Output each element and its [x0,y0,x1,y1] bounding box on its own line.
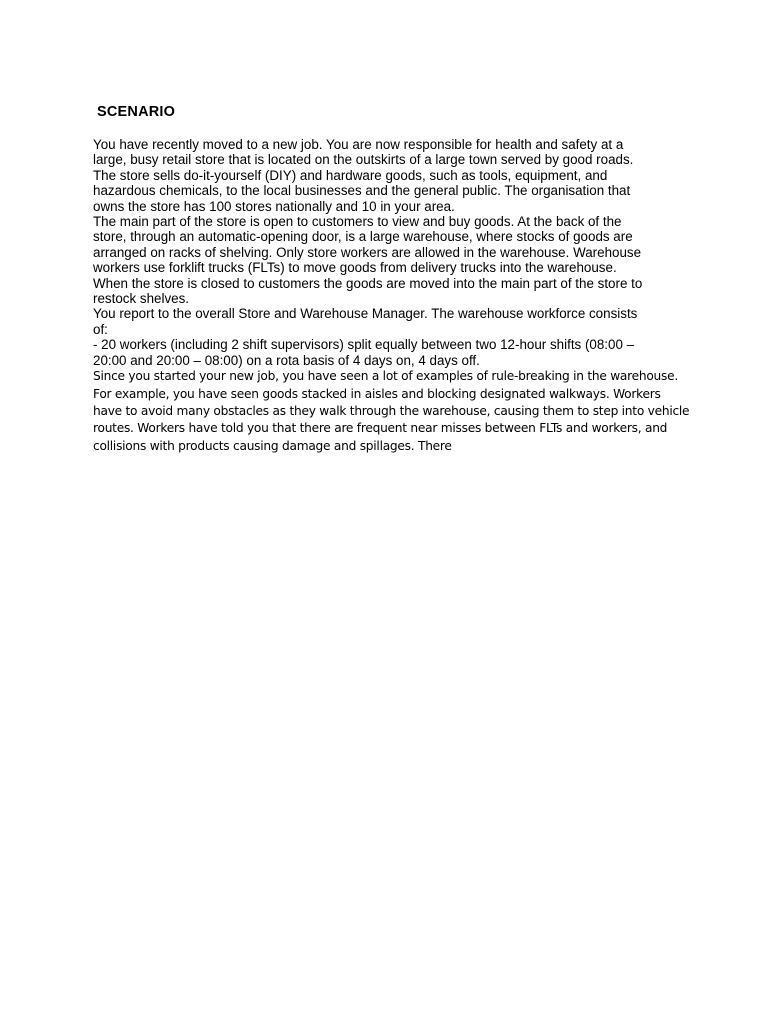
text-line: The store sells do-it-yourself (DIY) and hardware goods, such as tools, equipment, and [93,167,608,183]
paragraph-store-layout [93,214,678,306]
text-line: restock shelves. [93,291,190,307]
text-line: owns the store has 100 stores nationally and 10 in your area. [93,198,455,214]
text-line: 20:00 and 20:00 – 08:00) on a rota basis of 4 days on, 4 days off. [93,352,480,368]
paragraph-rule-breaking [93,368,690,455]
text-line: When the store is closed to customers the goods are moved into the main part of the store to [93,275,643,291]
text-line: large, busy retail store that is located on the outskirts of a large town served by good roads. [93,152,634,168]
text-line: store, through an automatic-opening door, is a large warehouse, where stocks of goods are [93,229,633,245]
text-line: arranged on racks of shelving. Only store workers are allowed in the warehouse. Warehouse [93,244,642,260]
document-body [93,103,690,455]
scenario-heading: SCENARIO [97,104,176,120]
text-line: The main part of the store is open to customers to view and buy goods. At the back of the [93,214,622,230]
text-line: For example, you have seen goods stacked in aisles and blocking designated walkways. Workers [93,386,661,401]
text-line: of: [93,321,108,337]
text-line: Since you started your new job, you have seen a lot of examples of rule-breaking in the warehouse. [93,369,679,384]
text-line: collisions with products causing damage and spillages. There [93,438,452,453]
paragraph-workforce [93,306,678,368]
text-line: hazardous chemicals, to the local businesses and the general public. The organisation that [93,183,631,199]
text-line: You have recently moved to a new job. You are now responsible for health and safety at a [93,137,624,152]
text-line: workers use forklift trucks (FLTs) to move goods from delivery trucks into the warehouse. [93,260,617,276]
paragraph-intro [93,137,678,214]
text-line: You report to the overall Store and Warehouse Manager. The warehouse workforce consists [93,306,638,322]
text-line: have to avoid many obstacles as they walk through the warehouse, causing them to step into vehicle [93,403,690,418]
text-line: routes. Workers have told you that there are frequent near misses between FLTs and workers, and [93,421,668,436]
text-line: - 20 workers (including 2 shift supervisors) split equally between two 12-hour shifts (08:00 – [93,337,635,353]
